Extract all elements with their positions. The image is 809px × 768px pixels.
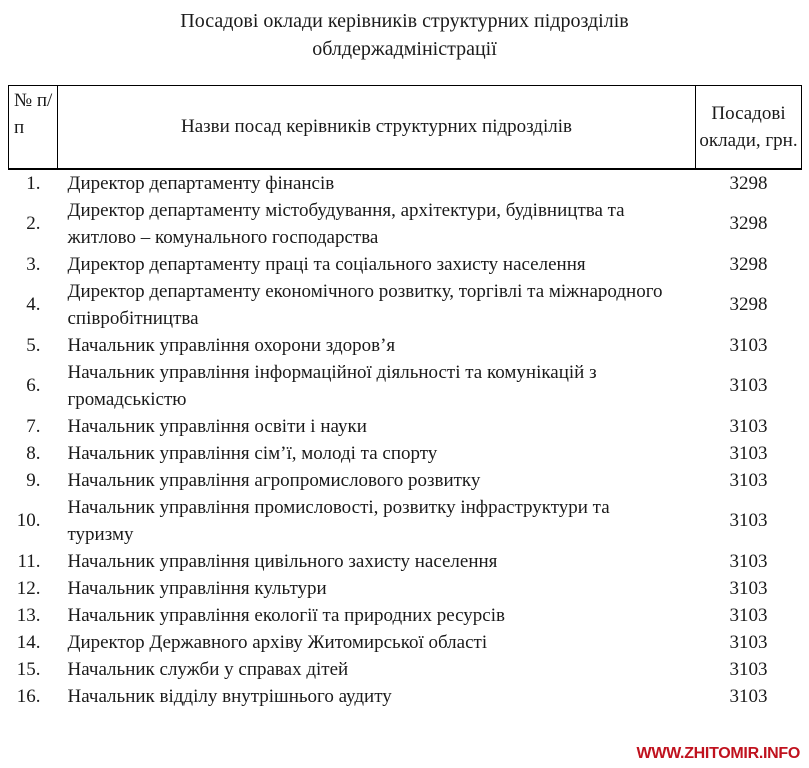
row-number: 6. bbox=[26, 375, 41, 396]
row-name: Начальник управління екології та природних ресурсів bbox=[67, 604, 505, 626]
row-number: 7. bbox=[26, 415, 41, 437]
row-number: 14. bbox=[16, 631, 41, 653]
row-number: 5. bbox=[26, 334, 41, 356]
row-salary: 3103 bbox=[729, 334, 768, 356]
row-salary: 3103 bbox=[729, 631, 768, 653]
row-name: Начальник управління культури bbox=[67, 577, 327, 599]
page-title-line1: Посадові оклади керівників структурних підрозділів bbox=[180, 10, 629, 32]
row-name: Начальник управління освіти і науки bbox=[67, 415, 367, 437]
page-title bbox=[0, 7, 809, 63]
table-row bbox=[9, 602, 802, 629]
row-salary: 3103 bbox=[729, 577, 768, 599]
table-row bbox=[9, 251, 802, 278]
row-number: 3. bbox=[26, 253, 41, 275]
table-header-row bbox=[9, 86, 802, 169]
row-name: Директор Державного архіву Житомирської області bbox=[67, 631, 488, 653]
row-salary: 3103 bbox=[729, 604, 768, 626]
page-title-line2: облдержадміністрації bbox=[312, 38, 497, 60]
header-salary: Посадові оклади, грн. bbox=[696, 86, 802, 169]
row-number: 1. bbox=[26, 172, 41, 194]
row-number: 10. bbox=[16, 510, 41, 531]
row-salary: 3103 bbox=[729, 375, 768, 396]
row-number: 2. bbox=[26, 213, 41, 234]
row-salary: 3103 bbox=[729, 415, 768, 437]
row-salary: 3298 bbox=[729, 294, 768, 315]
table-row bbox=[9, 467, 802, 494]
table-row bbox=[9, 494, 802, 548]
table-row bbox=[9, 629, 802, 656]
row-number: 4. bbox=[26, 294, 41, 315]
table-row bbox=[9, 575, 802, 602]
row-number: 11. bbox=[17, 550, 41, 572]
row-name: Директор департаменту фінансів bbox=[67, 172, 335, 194]
row-name: Начальник управління інформаційної діяльності та комунікацій з громадськістю bbox=[67, 361, 597, 410]
table-row bbox=[9, 440, 802, 467]
row-salary: 3298 bbox=[729, 213, 768, 234]
row-salary: 3103 bbox=[729, 442, 768, 464]
row-name: Начальник управління агропромислового розвитку bbox=[67, 469, 481, 491]
row-salary: 3103 bbox=[729, 510, 768, 531]
row-number: 9. bbox=[26, 469, 41, 491]
row-salary: 3103 bbox=[729, 658, 768, 680]
row-salary: 3298 bbox=[729, 253, 768, 275]
header-name: Назви посад керівників структурних підрозділів bbox=[58, 86, 696, 169]
row-name: Начальник управління охорони здоров’я bbox=[67, 334, 396, 356]
row-salary: 3103 bbox=[729, 469, 768, 491]
row-name: Начальник управління сім’ї, молоді та спорту bbox=[67, 442, 438, 464]
table-row bbox=[9, 548, 802, 575]
row-salary: 3298 bbox=[729, 172, 768, 194]
table-row bbox=[9, 278, 802, 332]
row-name: Директор департаменту економічного розвитку, торгівлі та міжнародного співробітництва bbox=[67, 280, 663, 329]
table-row bbox=[9, 413, 802, 440]
header-num: № п/п bbox=[9, 86, 58, 169]
row-name: Начальник відділу внутрішнього аудиту bbox=[67, 685, 392, 707]
table-row bbox=[9, 332, 802, 359]
row-name: Начальник управління цивільного захисту населення bbox=[67, 550, 498, 572]
table-row bbox=[9, 169, 802, 197]
row-salary: 3103 bbox=[729, 685, 768, 707]
row-number: 13. bbox=[16, 604, 41, 626]
table-row bbox=[9, 656, 802, 683]
row-salary: 3103 bbox=[729, 550, 768, 572]
table-row bbox=[9, 359, 802, 413]
row-number: 15. bbox=[16, 658, 41, 680]
row-number: 8. bbox=[26, 442, 41, 464]
row-name: Начальник служби у справах дітей bbox=[67, 658, 349, 680]
row-name: Начальник управління промисловості, розвитку інфраструктури та туризму bbox=[67, 496, 610, 545]
table-row bbox=[9, 683, 802, 710]
watermark-zhitomir-info: WWW.ZHITOMIR.INFO bbox=[636, 745, 800, 762]
row-number: 16. bbox=[16, 685, 41, 707]
salary-table bbox=[8, 85, 802, 710]
row-name: Директор департаменту містобудування, архітектури, будівництва та житлово – комунального господарства bbox=[67, 199, 625, 248]
row-name: Директор департаменту праці та соціального захисту населення bbox=[67, 253, 586, 275]
row-number: 12. bbox=[16, 577, 41, 599]
table-row bbox=[9, 197, 802, 251]
